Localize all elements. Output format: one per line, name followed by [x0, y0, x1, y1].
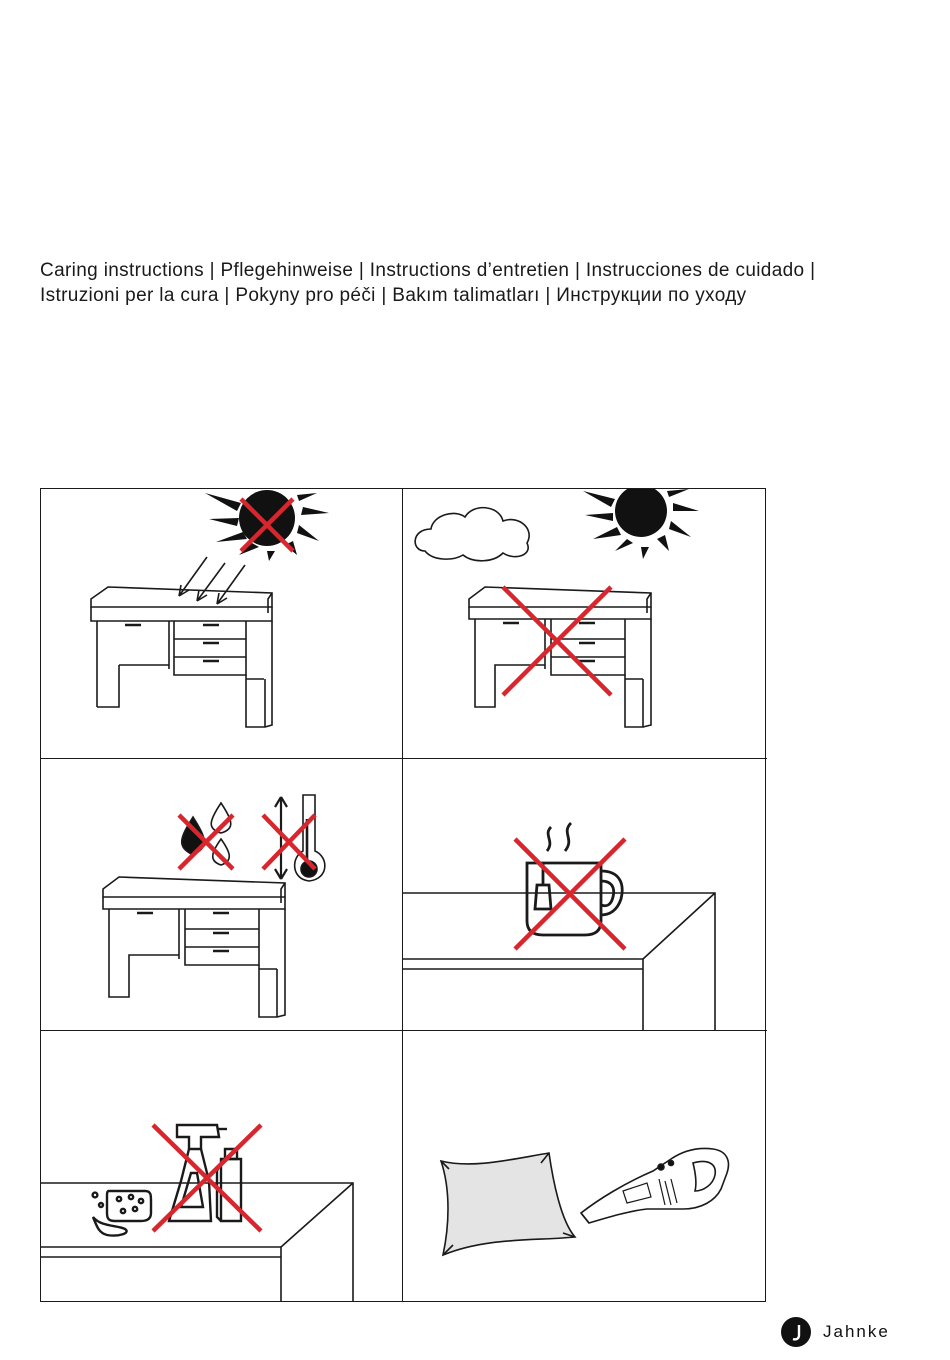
tea-mug-icon: [527, 823, 622, 935]
sun-ray-arrows-icon: [179, 557, 245, 604]
jahnke-logo: [781, 1316, 890, 1348]
caring-instructions-title: [40, 258, 940, 308]
title-line-2: Istruzioni per la cura | Pokyny pro péči | Bakım talimatları | Инструкции по уходу: [40, 285, 747, 306]
logo-mark-icon: [781, 1317, 811, 1347]
panel-no-humidity-temperature-changes: [41, 759, 403, 1031]
cross-icon: [153, 1125, 261, 1231]
panel-no-aggressive-cleaners: [41, 1031, 403, 1301]
title-line-1: Caring instructions | Pflegehinweise | Instructions d’entretien | Instrucciones de cuidado |: [40, 260, 816, 281]
sun-icon: [583, 489, 699, 559]
panel-dust-with-soft-cloth: [403, 1031, 767, 1301]
handheld-vacuum-icon: [581, 1148, 728, 1223]
sideboard-icon: [103, 877, 285, 1017]
table-icon: [41, 1183, 353, 1301]
sideboard-icon: [469, 587, 651, 727]
cloud-icon: [415, 508, 529, 561]
cross-icon: [515, 839, 625, 949]
cross-icon: [503, 587, 611, 695]
cushion-icon: [441, 1153, 575, 1255]
sideboard-icon: [91, 587, 272, 727]
sponge-icon: [93, 1191, 151, 1236]
care-instructions-grid: [40, 488, 766, 1302]
water-drops-icon: [182, 803, 231, 865]
panel-no-sun-exposure: [403, 489, 767, 759]
table-icon: [403, 893, 715, 1031]
panel-no-direct-sunlight: [41, 489, 403, 759]
panel-no-hot-items: [403, 759, 767, 1031]
brand-name: Jahnke: [823, 1322, 890, 1341]
